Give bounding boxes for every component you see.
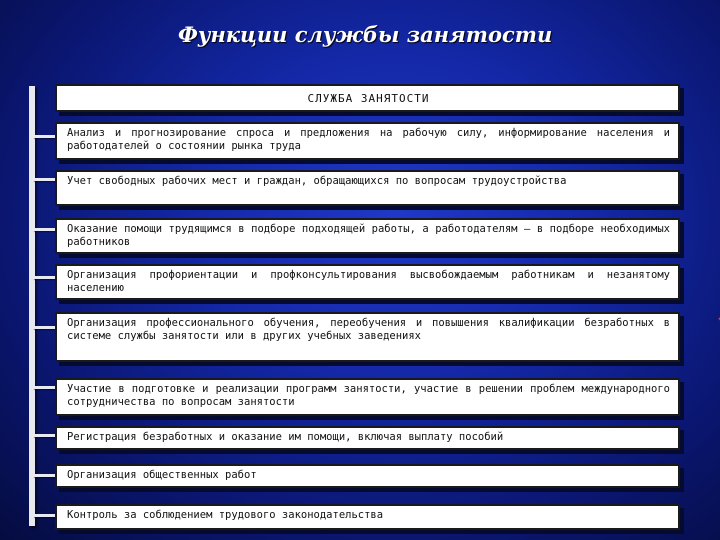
function-box-vacancy-accounting: Учет свободных рабочих мест и граждан, обращающихся по вопросам трудоустройства bbox=[55, 170, 680, 206]
header-box: СЛУЖБА ЗАНЯТОСТИ bbox=[55, 84, 680, 112]
function-box-unemployed-registration: Регистрация безработных и оказание им помощи, включая выплату пособий bbox=[55, 426, 680, 450]
connector-line bbox=[33, 276, 55, 279]
function-box-job-matching: Оказание помощи трудящимся в подборе подходящей работы, а работодателям – в подборе необходимых работников bbox=[55, 218, 680, 254]
connector-line bbox=[33, 474, 55, 477]
function-box-professional-training: Организация профессионального обучения, переобучения и повышения квалификации безработных в системе службы занятости или в других учебных заведениях bbox=[55, 312, 680, 362]
connector-line bbox=[33, 135, 55, 138]
function-box-employment-programs: Участие в подготовке и реализации программ занятости, участие в решении проблем международного сотрудничества по вопросам занятости bbox=[55, 378, 680, 416]
connector-line bbox=[33, 386, 55, 389]
connector-line bbox=[33, 434, 55, 437]
function-box-public-works: Организация общественных работ bbox=[55, 464, 680, 488]
function-box-career-guidance: Организация профориентации и профконсультирования высвобождаемым работникам и незанятому населению bbox=[55, 264, 680, 300]
connector-line bbox=[33, 326, 55, 329]
connector-line bbox=[33, 178, 55, 181]
function-box-labor-law-control: Контроль за соблюдением трудового законодательства bbox=[55, 504, 680, 530]
slide-title: Функции службы занятости bbox=[178, 22, 553, 47]
connector-line bbox=[33, 514, 55, 517]
diagram-spine-line bbox=[29, 86, 35, 526]
function-box-analysis: Анализ и прогнозирование спроса и предложения на рабочую силу, информирование населения и работодателей о состоянии рынка труда bbox=[55, 122, 680, 160]
connector-line bbox=[33, 228, 55, 231]
